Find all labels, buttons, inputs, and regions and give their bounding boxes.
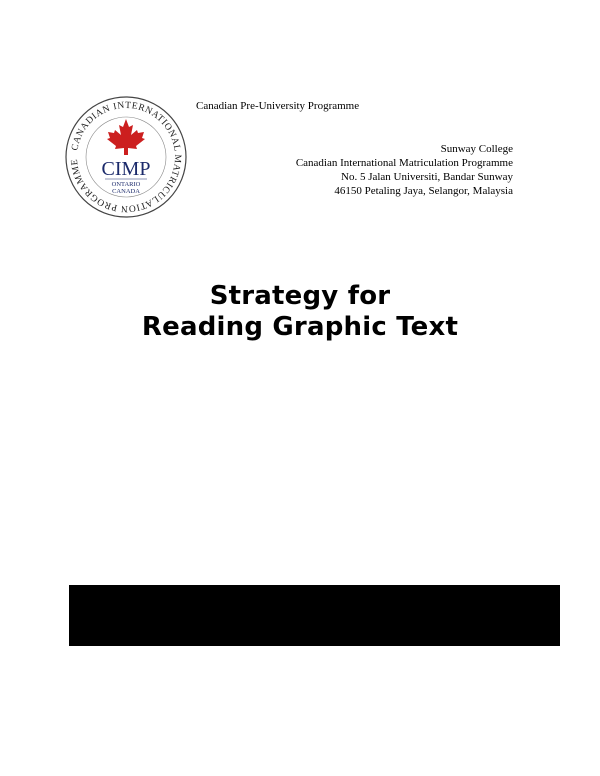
document-title [0,281,600,343]
cimp-seal-icon [64,95,188,219]
address-line: No. 5 Jalan Universiti, Bandar Sunway [341,171,513,183]
logo-line1: ONTARIO [111,181,141,188]
title-line-2: Reading Graphic Text [141,312,459,342]
title-line-1: Strategy for [209,281,391,311]
address-line: Canadian International Matriculation Programme [295,157,513,169]
logo-ring-text: CANADIAN INTERNATIONAL MATRICULATION PROGRAMME [69,100,183,214]
maple-leaf-icon [107,119,145,155]
address-block [296,142,513,198]
cimp-logo [64,95,188,219]
program-name: Canadian Pre-University Programme [196,100,360,112]
logo-abbr: CIMP [101,158,151,180]
address-line: 46150 Petaling Jaya, Selangor, Malaysia [334,185,513,197]
black-banner [69,585,560,646]
address-line: Sunway College [440,143,513,155]
logo-line2: CANADA [112,188,140,195]
svg-text:CANADIAN INTERNATIONAL MATRICU [70,101,182,213]
